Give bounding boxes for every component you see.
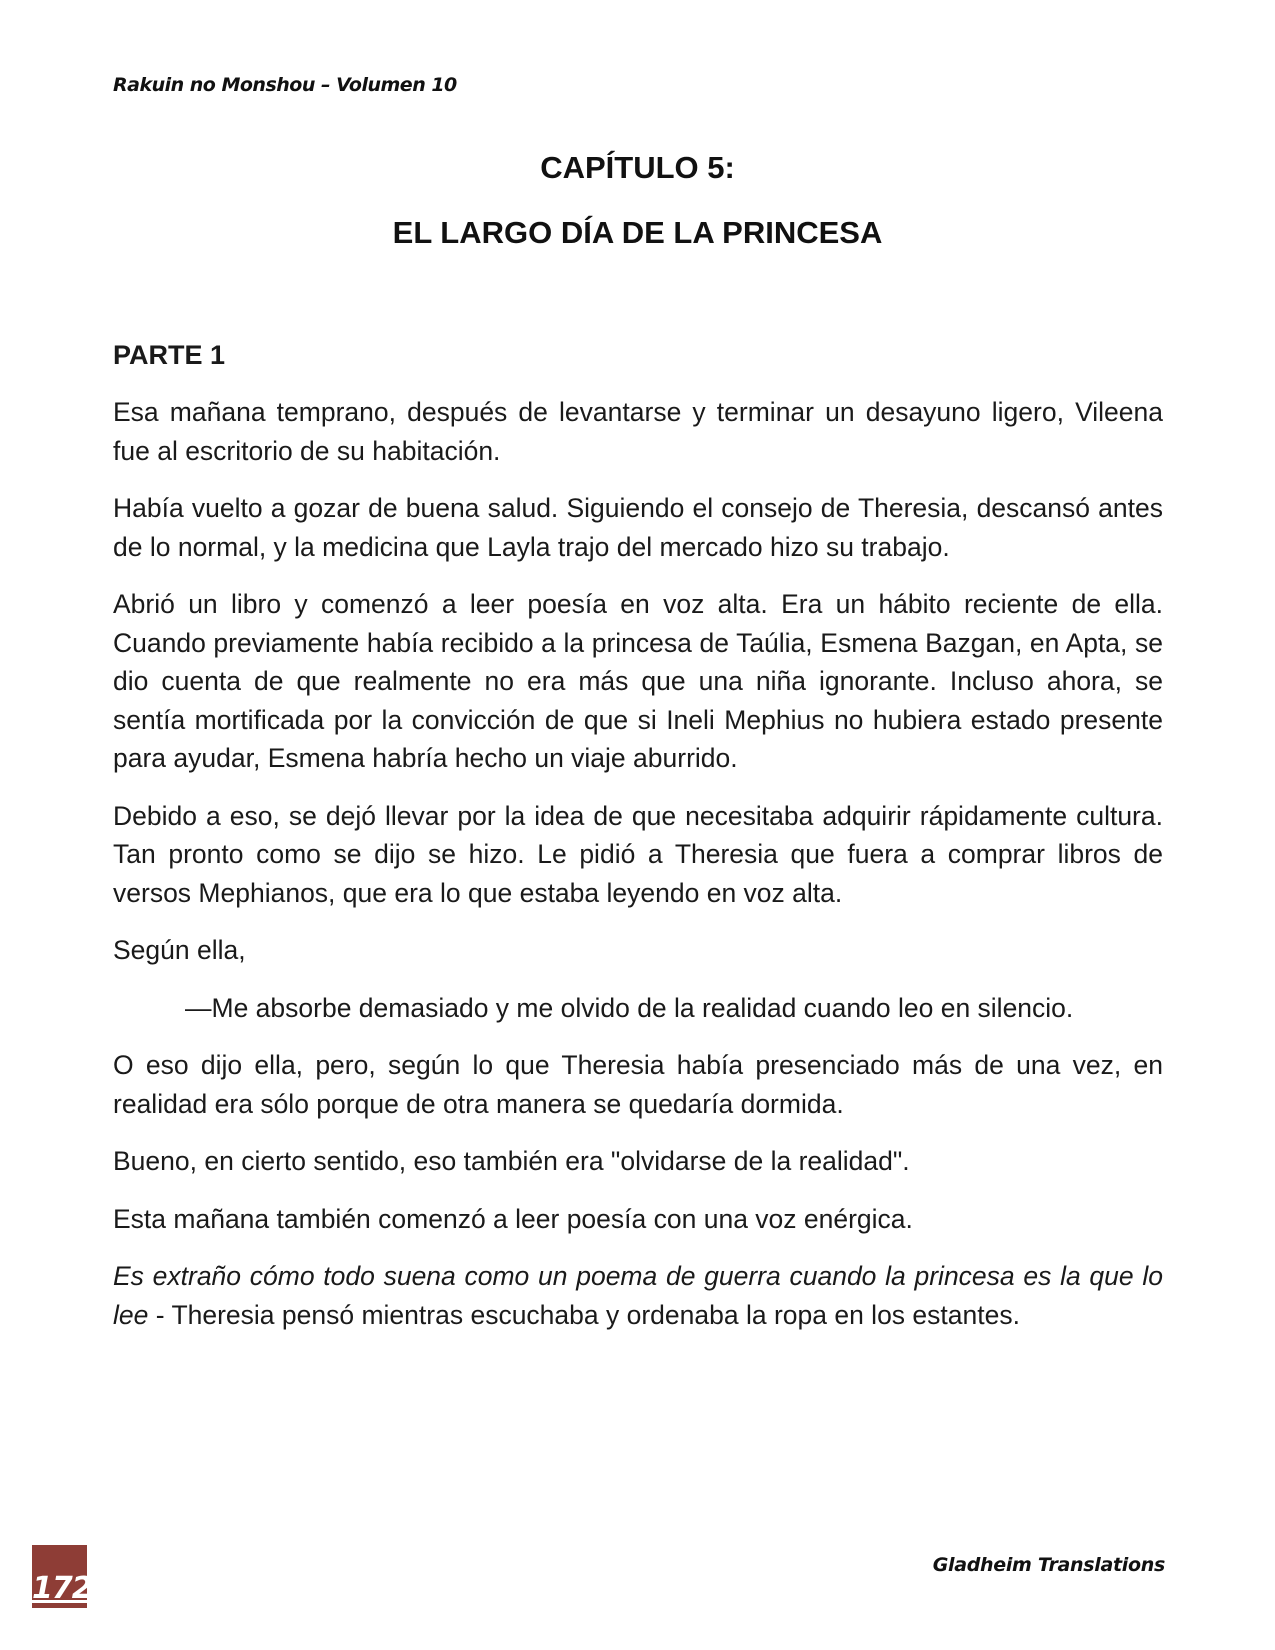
paragraph: Bueno, en cierto sentido, eso también era "olvidarse de la realidad". [113, 1146, 910, 1176]
section-heading: PARTE 1 [113, 340, 226, 370]
chapter-number: CAPÍTULO 5: [540, 150, 735, 185]
paragraph: Debido a eso, se dejó llevar por la idea de que necesitaba adquirir rápidamente cultura. Tan pronto como se dijo se hizo. Le pidió a Theresia que fuera a comprar libros de versos Mephianos, que era lo que estaba leyendo en voz alta. [113, 800, 1163, 908]
inner-thought: Es extraño cómo todo suena como un poema de guerra cuando la princesa es la que lo lee [113, 1261, 1163, 1330]
page-number: 172 [32, 1571, 92, 1606]
running-header: Rakuin no Monshou – Volumen 10 [113, 74, 457, 96]
paragraph: Esa mañana temprano, después de levantarse y terminar un desayuno ligero, Vileena fue al escritorio de su habitación. [113, 397, 1163, 466]
chapter-title: EL LARGO DÍA DE LA PRINCESA [392, 215, 883, 250]
footer-credit: Gladheim Translations [932, 1554, 1165, 1576]
paragraph: Había vuelto a gozar de buena salud. Siguiendo el consejo de Theresia, descansó antes de lo normal, y la medicina que Layla trajo del mercado hizo su trabajo. [113, 493, 1163, 562]
paragraph [113, 1257, 1163, 1334]
page-body [113, 336, 1163, 1353]
paragraph-text: - Theresia pensó mientras escuchaba y ordenaba la ropa en los estantes. [148, 1299, 1020, 1330]
paragraph: Según ella, [113, 935, 246, 965]
paragraph: O eso dijo ella, pero, según lo que Theresia había presenciado más de una vez, en realidad era sólo porque de otra manera se quedaría dormida. [113, 1050, 1163, 1119]
paragraph: Esta mañana también comenzó a leer poesía con una voz enérgica. [113, 1203, 913, 1234]
paragraph: Abrió un libro y comenzó a leer poesía en voz alta. Era un hábito reciente de ella. Cuando previamente había recibido a la princesa de Taúlia, Esmena Bazgan, en Apta, se dio cuenta de que realmente no era más que una niña ignorante. Incluso ahora, se sentía mortificada por la convicción de que si Ineli Mephius no hubiera estado presente para ayudar, Esmena habría hecho un viaje aburrido. [113, 589, 1163, 773]
dialogue-line: —Me absorbe demasiado y me olvido de la realidad cuando leo en silencio. [185, 992, 1074, 1023]
